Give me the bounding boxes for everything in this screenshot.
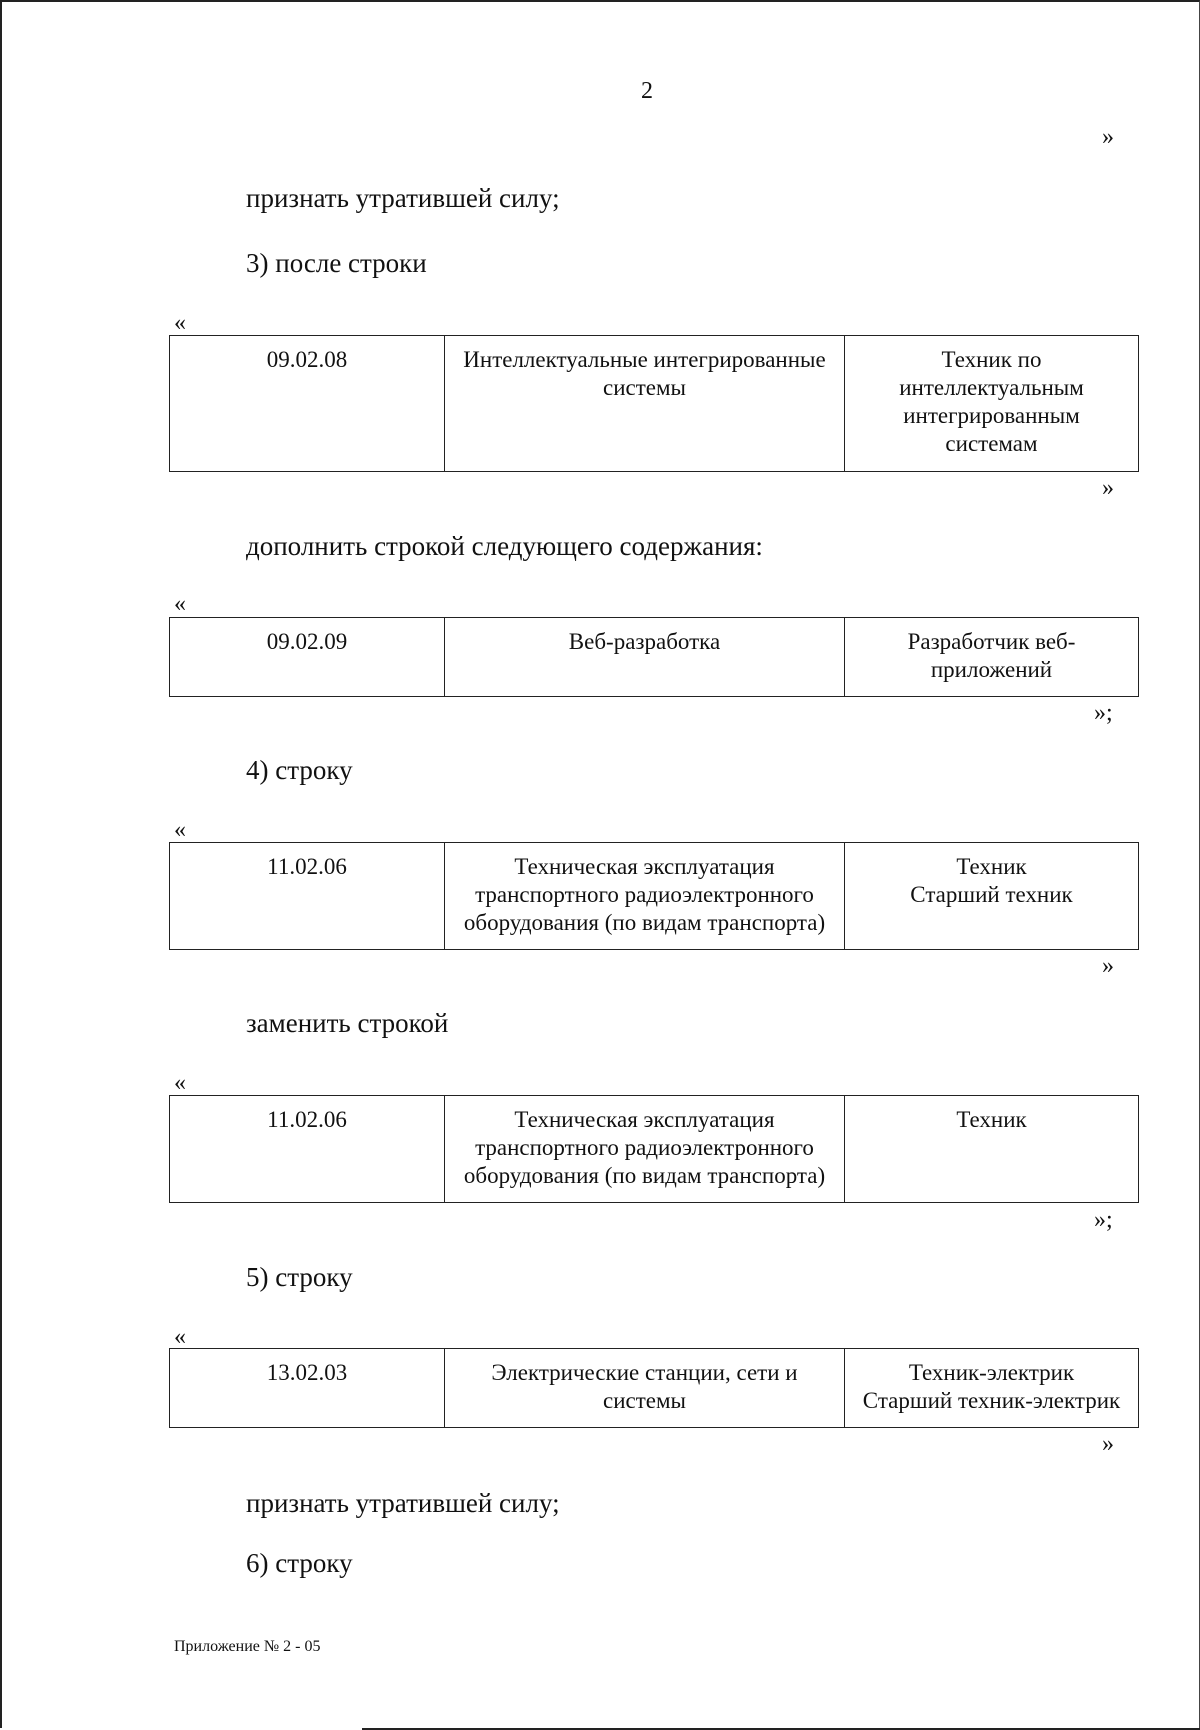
opening-quote: « bbox=[174, 591, 186, 617]
qualification-line: Разработчик веб- bbox=[907, 629, 1076, 654]
qualification-cell bbox=[845, 618, 1139, 697]
specialty-table-3 bbox=[169, 842, 1139, 950]
page-number: 2 bbox=[641, 78, 653, 104]
specialty-name-line: транспортного радиоэлектронного bbox=[475, 1135, 814, 1160]
qualification-line: Техник-электрик bbox=[908, 1360, 1075, 1385]
paragraph-item-3: 3) после строки bbox=[246, 248, 427, 278]
specialty-name-cell bbox=[445, 1096, 845, 1203]
opening-quote: « bbox=[174, 1324, 186, 1350]
qualification-line: Старший техник bbox=[910, 882, 1073, 907]
specialty-name-line: Техническая эксплуатация bbox=[514, 854, 775, 879]
paragraph-add-row: дополнить строкой следующего содержания: bbox=[246, 531, 763, 561]
specialty-name-line: Веб-разработка bbox=[568, 629, 721, 654]
specialty-name-line: Интеллектуальные интегрированные bbox=[463, 347, 826, 372]
closing-quote: » bbox=[1102, 953, 1114, 979]
qualification-line: интегрированным bbox=[903, 403, 1080, 428]
specialty-code: 13.02.03 bbox=[266, 1360, 348, 1385]
qualification-line: Техник по bbox=[941, 347, 1042, 372]
specialty-table-4 bbox=[169, 1095, 1139, 1203]
table-row bbox=[170, 336, 1139, 472]
qualification-line: Техник bbox=[956, 1107, 1027, 1132]
closing-quote: » bbox=[1102, 1431, 1114, 1457]
qualification-line: приложений bbox=[930, 657, 1053, 682]
specialty-code-cell bbox=[170, 1349, 445, 1428]
specialty-name-line: оборудования (по видам транспорта) bbox=[463, 910, 826, 935]
qualification-line: Старший техник-электрик bbox=[862, 1388, 1121, 1413]
specialty-table-2 bbox=[169, 617, 1139, 697]
qualification-cell bbox=[845, 336, 1139, 472]
closing-quote-semicolon: »; bbox=[1094, 1207, 1113, 1233]
specialty-name-cell bbox=[445, 336, 845, 472]
specialty-code: 11.02.06 bbox=[267, 854, 347, 879]
table-row bbox=[170, 843, 1139, 950]
table-row bbox=[170, 1096, 1139, 1203]
paragraph-item-4: 4) строку bbox=[246, 755, 353, 785]
qualification-line: системам bbox=[945, 431, 1038, 456]
paragraph-replace: заменить строкой bbox=[246, 1008, 449, 1038]
specialty-code: 09.02.09 bbox=[266, 629, 348, 654]
specialty-table-1 bbox=[169, 335, 1139, 472]
specialty-code-cell bbox=[170, 1096, 445, 1203]
specialty-name-cell bbox=[445, 1349, 845, 1428]
closing-quote: » bbox=[1102, 475, 1114, 501]
specialty-table-5 bbox=[169, 1348, 1139, 1428]
specialty-code-cell bbox=[170, 618, 445, 697]
table-row bbox=[170, 1349, 1139, 1428]
paragraph-repeal-2: признать утратившей силу; bbox=[246, 1488, 560, 1518]
opening-quote: « bbox=[174, 817, 186, 843]
paragraph-item-6: 6) строку bbox=[246, 1548, 353, 1578]
specialty-code-cell bbox=[170, 843, 445, 950]
specialty-name-line: системы bbox=[603, 1388, 686, 1413]
specialty-code-cell bbox=[170, 336, 445, 472]
specialty-name-line: оборудования (по видам транспорта) bbox=[463, 1163, 826, 1188]
paragraph-item-5: 5) строку bbox=[246, 1262, 353, 1292]
qualification-line: Техник bbox=[956, 854, 1027, 879]
qualification-cell bbox=[845, 1349, 1139, 1428]
specialty-name-line: Техническая эксплуатация bbox=[514, 1107, 775, 1132]
qualification-cell bbox=[845, 1096, 1139, 1203]
specialty-name-cell bbox=[445, 843, 845, 950]
closing-quote-semicolon: »; bbox=[1094, 700, 1113, 726]
qualification-cell bbox=[845, 843, 1139, 950]
qualification-line: интеллектуальным bbox=[899, 375, 1084, 400]
specialty-code: 09.02.08 bbox=[266, 347, 348, 372]
table-row bbox=[170, 618, 1139, 697]
specialty-name-line: Электрические станции, сети и bbox=[491, 1360, 798, 1385]
specialty-name-line: транспортного радиоэлектронного bbox=[475, 882, 814, 907]
specialty-name-cell bbox=[445, 618, 845, 697]
paragraph-repeal: признать утратившей силу; bbox=[246, 183, 560, 213]
specialty-name-line: системы bbox=[603, 375, 686, 400]
closing-quote: » bbox=[1102, 124, 1114, 150]
footer-appendix-label: Приложение № 2 - 05 bbox=[174, 1638, 321, 1655]
opening-quote: « bbox=[174, 310, 186, 336]
opening-quote: « bbox=[174, 1070, 186, 1096]
specialty-code: 11.02.06 bbox=[267, 1107, 347, 1132]
